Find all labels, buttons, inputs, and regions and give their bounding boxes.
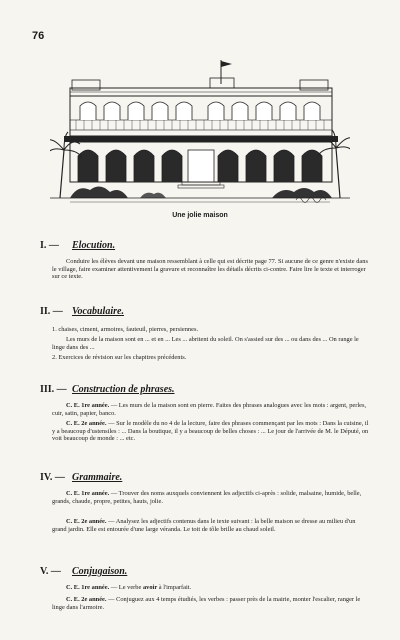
- level-label: C. E. 2e année.: [66, 420, 107, 427]
- exercise-text: — Trouver des noms auxquels conviennent les adjectifs ci-après : solide, malsaine, humide, belle, grands, chaude, propre, petites, hauts, jolie.: [52, 490, 362, 505]
- verb-highlight: avoir: [142, 584, 158, 591]
- section-name: Elocution.: [72, 240, 116, 251]
- section-name: Construction de phrases.: [72, 384, 175, 395]
- section-title: [40, 384, 370, 396]
- level-label: C. E. 2e année.: [66, 518, 107, 525]
- level-label: C. E. 1re année.: [66, 584, 110, 591]
- section-title: [40, 240, 370, 252]
- exercise-text: — Le verbe: [110, 584, 142, 591]
- exercise-text: — Sur le modèle du no 4 de la lecture, faire des phrases commençant par les mots : Dans la cuisine, il y a beaucoup d'ustensiles : ... Dans la boutique, il y a beaucoup de belles choses : ... Le jour de l'arrivée de M. le Député, on voit beaucoup de monde : ... etc.: [52, 420, 369, 443]
- exercise-text: — Les murs de la maison sont en pierre. Faites des phrases analogues avec les mots : argent, perles, cuir, satin, papier, banco.: [52, 402, 367, 417]
- exercise-ce2: [52, 596, 370, 611]
- exercise-ce1: [52, 490, 370, 505]
- section-number: V. —: [40, 566, 61, 577]
- section-name: Grammaire.: [72, 472, 123, 483]
- page-number: 76: [32, 30, 45, 42]
- exercise-text: — Analysez les adjectifs contenus dans le texte suivant : la belle maison se dresse au milieu d'un grand jardin. Elle est entourée d'une large véranda. Le toit de tôle brille au chaud soleil.: [52, 518, 356, 533]
- vocabulary-fill-text: Les murs de la maison sont en ... et en ... Les ... abritent du soleil. On s'assied sur des ... ou dans des ... On range le linge dans des ...: [52, 336, 359, 351]
- exercise-text: — Conjuguez aux 4 temps étudiés, les verbes : passer près de la mairie, monter l'escalier, ranger le linge dans l'armoire.: [52, 596, 361, 611]
- section-name: Conjugaison.: [72, 566, 128, 577]
- level-label: C. E. 2e année.: [66, 596, 107, 603]
- exercise-ce1: [52, 402, 370, 417]
- section-title: [40, 306, 370, 318]
- exercise-text: à l'imparfait.: [158, 584, 192, 591]
- section-conjugaison: [40, 566, 370, 611]
- level-label: C. E. 1re année.: [66, 402, 110, 409]
- exercise-ce2: [52, 420, 370, 443]
- section-construction: [40, 384, 370, 443]
- illustration-caption: Une jolie maison: [172, 212, 228, 219]
- vocabulary-item-2: 2. Exercices de révision sur les chapitres précédents.: [52, 354, 187, 361]
- section-number: I. —: [40, 240, 59, 251]
- section-title: [40, 472, 370, 484]
- exercise-ce2: [52, 518, 370, 533]
- section-number: IV. —: [40, 472, 65, 483]
- level-label: C. E. 1re année.: [66, 490, 110, 497]
- section-number: II. —: [40, 306, 63, 317]
- section-text: Conduire les élèves devant une maison ressemblant à celle qui est décrite page 77. Si aucune de ce genre n'existe dans le village, faire examiner attentivement la gravure et reconnaître les détails décrits ci-contre. Faire lire le texte et interroger sur ce texte.: [52, 258, 368, 281]
- section-vocabulaire: [40, 306, 370, 361]
- section-title: [40, 566, 370, 578]
- house-illustration: [50, 58, 350, 208]
- section-elocution: [40, 240, 370, 281]
- exercise-ce1: [52, 584, 370, 592]
- section-name: Vocabulaire.: [72, 306, 124, 317]
- section-number: III. —: [40, 384, 67, 395]
- section-grammaire: [40, 472, 370, 533]
- vocabulary-item-1: 1. chaises, ciment, armoires, fauteuil, pierres, persiennes.: [52, 326, 199, 333]
